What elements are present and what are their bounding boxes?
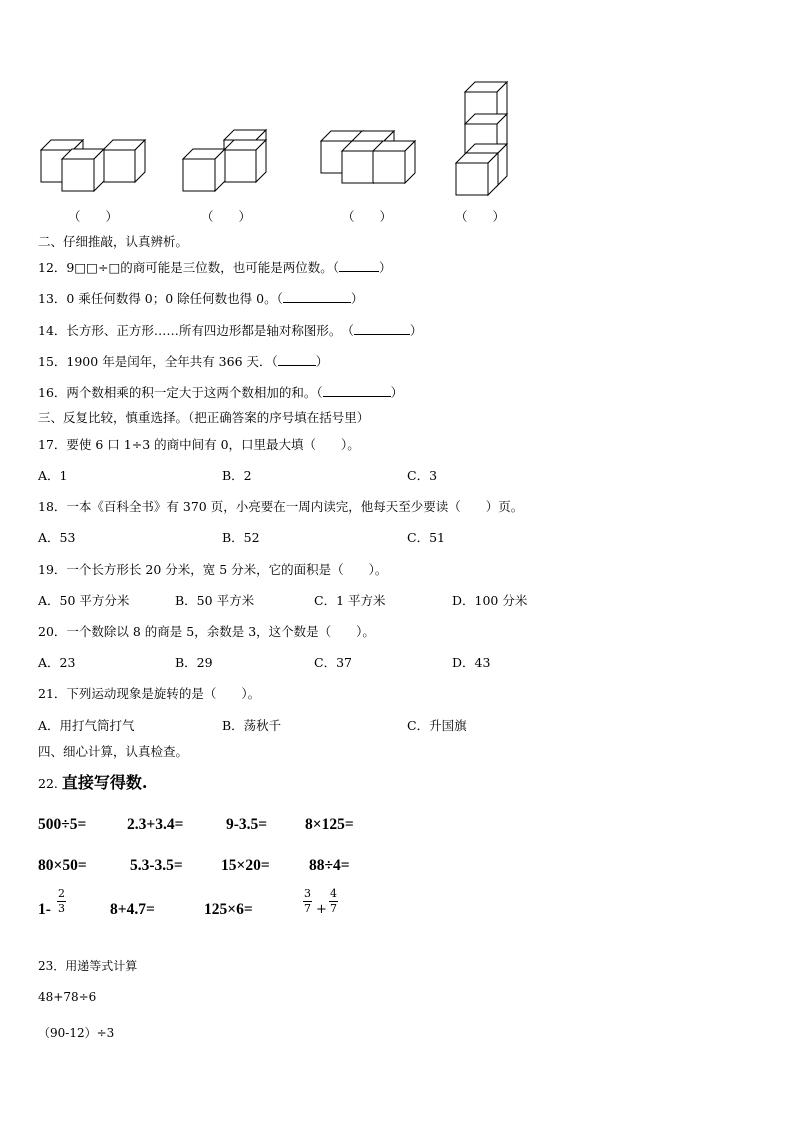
calc-r3-1-fraction [57,888,66,915]
q23-expr-2: （90-12）÷3 [38,1026,115,1040]
q17-option-c[interactable]: C．3 [407,468,438,483]
figure-3-answer[interactable]: （ ） [342,209,393,224]
q16-stem: 16．两个数相乘的积一定大于这两个数相加的和。（ [38,385,323,400]
q14-close: ） [409,323,423,338]
fraction-numerator: 4 [330,887,337,900]
question-16 [38,385,403,401]
figure-2 [183,130,266,191]
calc-r2-3: 15×20= [221,857,270,874]
fraction-denominator: 7 [330,902,337,915]
q13-stem: 13．0 乘任何数得 0；0 除任何数也得 0。（ [38,291,283,306]
q20-stem: 20．一个数除以 8 的商是 5，余数是 3，这个数是（ ）。 [38,624,375,639]
calc-r1-1: 500÷5= [38,816,87,833]
fraction-numerator: 3 [304,887,311,900]
figure-4 [456,82,507,195]
figure-4-answer[interactable]: （ ） [455,209,506,224]
cube-figures [0,0,794,200]
q23-expr-1: 48+78÷6 [38,990,97,1004]
q17-option-b[interactable]: B．2 [222,468,252,483]
q17-stem: 17．要使 6 口 1÷3 的商中间有 0，口里最大填（ ）。 [38,437,360,452]
q21-stem: 21．下列运动现象是旋转的是（ ）。 [38,686,261,701]
calc-r1-3: 9-3.5= [226,816,268,833]
q20-option-a[interactable]: A．23 [38,655,76,670]
q21-option-c[interactable]: C．升国旗 [407,718,467,733]
calc-r1-4: 8×125= [305,816,354,833]
q18-option-c[interactable]: C．51 [407,530,445,545]
figure-2-answer[interactable]: （ ） [201,209,252,224]
q19-option-d[interactable]: D．100 分米 [452,593,528,608]
q23-title: 23．用递等式计算 [38,959,138,973]
calc-r2-1: 80×50= [38,857,87,874]
q14-stem: 14．长方形、正方形……所有四边形都是轴对称图形。 （ [38,323,354,338]
q13-close: ） [350,291,364,306]
q16-close: ） [390,385,404,400]
q18-stem: 18．一本《百科全书》有 370 页，小亮要在一周内读完，他每天至少要读（ ）页。 [38,499,524,514]
q22-title: 直接写得数. [61,773,148,792]
calc-r2-2: 5.3-3.5= [130,857,183,874]
question-12 [38,260,392,276]
section3-title: 三、反复比较，慎重选择。（把正确答案的序号填在括号里） [38,410,370,425]
figure-1-answer[interactable]: （ ） [68,209,119,224]
q12-close: ） [379,260,392,275]
q13-answer-blank[interactable] [283,302,351,303]
q14-answer-blank[interactable] [354,334,410,335]
q12-stem: 12．9□□÷□的商可能是三位数，也可能是两位数。（ [38,260,340,275]
calc-r3-4-fraction-1 [303,888,312,915]
q22-header [38,775,147,792]
q15-stem: 15．1900 年是闰年，全年共有 366 天．（ [38,354,278,369]
q12-answer-blank[interactable] [339,271,379,272]
q15-answer-blank[interactable] [278,365,316,366]
calc-r3-3: 125×6= [204,901,253,918]
q19-option-a[interactable]: A．50 平方分米 [38,593,130,608]
fraction-denominator: 3 [58,902,65,915]
q19-option-c[interactable]: C．1 平方米 [314,593,386,608]
calc-r2-4: 88÷4= [309,857,350,874]
calc-r3-4-plus: + [316,902,327,917]
q20-option-d[interactable]: D．43 [452,655,491,670]
section2-title: 二、仔细推敲，认真辨析。 [38,234,189,249]
q16-answer-blank[interactable] [323,396,391,397]
question-13 [38,291,363,307]
question-15 [38,354,328,370]
q21-option-a[interactable]: A．用打气筒打气 [38,718,135,733]
calc-r3-1-prefix: 1- [38,901,51,918]
q21-option-b[interactable]: B．荡秋千 [222,718,282,733]
q20-option-b[interactable]: B．29 [175,655,213,670]
figure-3 [321,131,415,183]
q18-option-a[interactable]: A．53 [38,530,76,545]
q15-close: ） [315,354,329,369]
figure-1 [41,140,145,191]
section4-title: 四、细心计算，认真检查。 [38,744,189,759]
calc-r3-2: 8+4.7= [110,901,155,918]
fraction-denominator: 7 [304,902,311,915]
q17-option-a[interactable]: A．1 [38,468,68,483]
fraction-numerator: 2 [58,887,65,900]
q19-stem: 19．一个长方形长 20 分米，宽 5 分米，它的面积是（ ）。 [38,562,388,577]
question-14 [38,323,422,339]
q19-option-b[interactable]: B．50 平方米 [175,593,255,608]
q20-option-c[interactable]: C．37 [314,655,352,670]
calc-r1-2: 2.3+3.4= [127,816,184,833]
q22-number: 22. [38,776,58,791]
q18-option-b[interactable]: B．52 [222,530,260,545]
calc-r3-4-fraction-2 [329,888,338,915]
